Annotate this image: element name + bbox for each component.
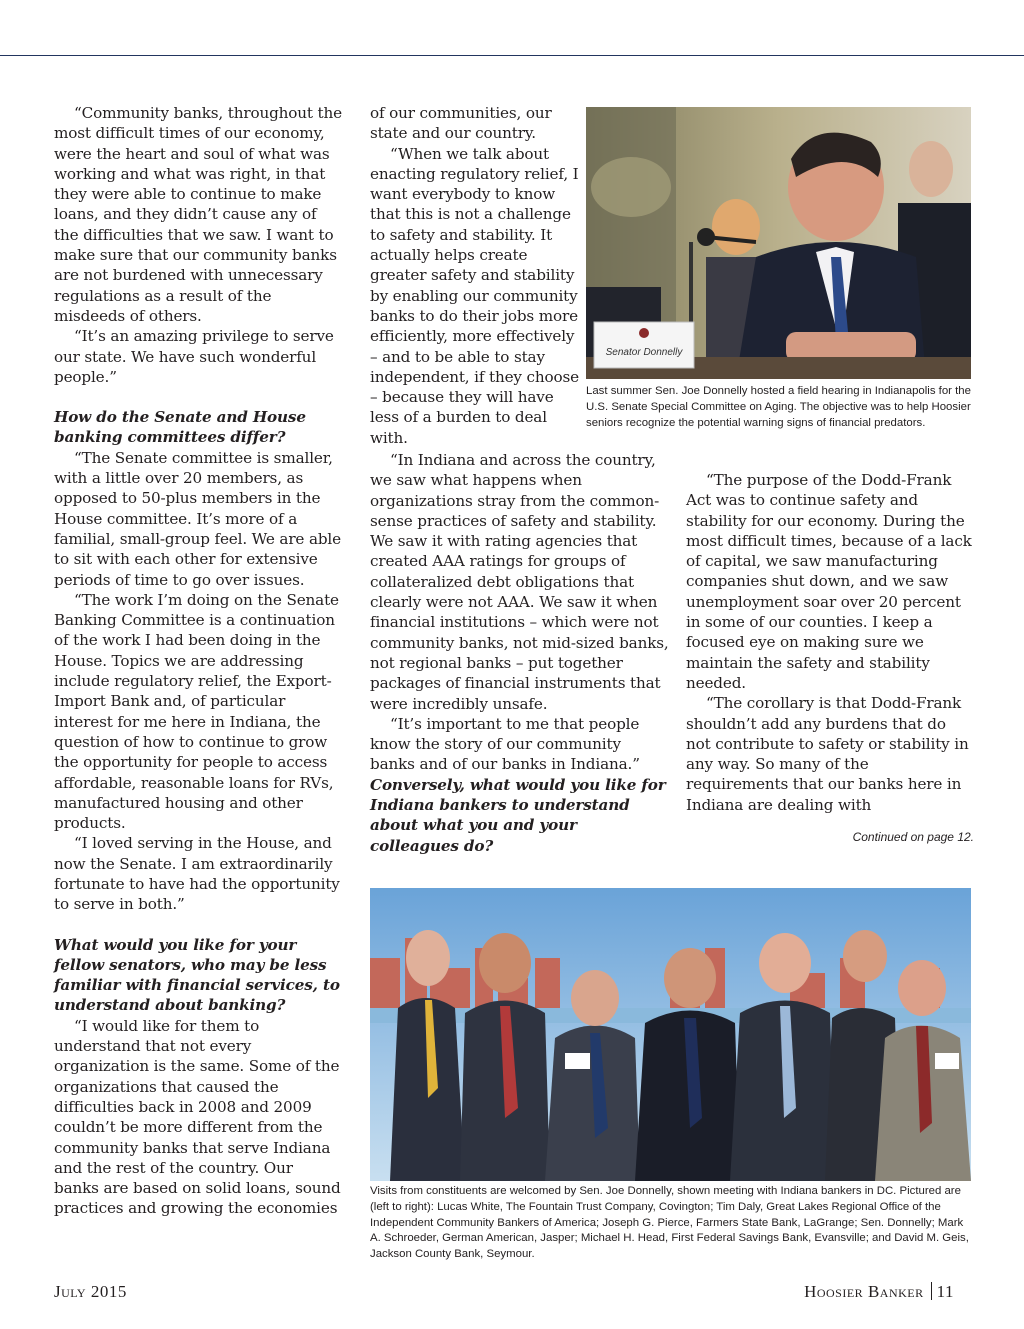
paragraph: “In Indiana and across the country, we saw what happens when organizations stray from the common-sense practices of safety and stability. We saw it with rating agencies that created AAA ratings for groups of collateralized debt obligations that clearly were not AAA. We saw it when financial institutions – which were not community banks, not mid-sized banks, not regional banks – put together packages of financial instruments that were incredibly unsafe. xyxy=(370,451,669,713)
photo-caption-2: Visits from constituents are welcomed by Sen. Joe Donnelly, shown meeting with Indiana bankers in DC. Pictured are (left to right): Lucas White, The Fountain Trust Company, Covington; Tim Daly, Great Lakes Regional Office of the Independent Community Bankers of America; Joseph G. Pierce, Farmers State Bank, LaGrange; Sen. Donnelly; Mark A. Schroeder, German American, Jasper; Michael H. Head, First Federal Savings Bank, Evansville; and David M. Geis, Jackson County Bank, Seymour. xyxy=(370,1185,969,1261)
photo-caption-1: Last summer Sen. Joe Donnelly hosted a field hearing in Indianapolis for the U.S. Senate Special Committee on Aging. The objective was to help Hoosier seniors recognize the potential warning signs of financial predators. xyxy=(586,385,971,429)
paragraph: “The corollary is that Dodd-Frank shouldn’t add any burdens that do not contribute to safety or stability in any way. So many of the requirements that our banks here in Indiana are dealing with xyxy=(686,694,969,814)
footer-separator xyxy=(931,1282,932,1300)
header-rule xyxy=(0,55,1024,56)
paragraph: “When we talk about enacting regulatory relief, I want everybody to know that this is not a challenge to safety and stability. It actually helps create greater safety and stability by enabling our community banks to do their jobs more efficiently, more effectively – and to be able to stay independent, if they choose – because they will have less of a burden to deal with. xyxy=(370,144,579,447)
column-1 xyxy=(54,103,342,1219)
footer-publication xyxy=(804,1282,954,1302)
page-number: 11 xyxy=(936,1282,954,1301)
hearing-photo-illustration xyxy=(586,107,971,379)
nameplate-label: Senator Donnelly xyxy=(605,347,683,358)
group-photo-illustration xyxy=(370,888,971,1181)
paragraph: “It’s important to me that people know the story of our community banks and of our banks in Indiana.” xyxy=(370,714,640,774)
question-heading: Conversely, what would you like for Indiana bankers to understand about what you and your colleagues do? xyxy=(370,775,666,855)
footer-date: July 2015 xyxy=(54,1282,127,1301)
question-heading: How do the Senate and House banking committees differ? xyxy=(54,408,306,447)
column-2-top xyxy=(370,103,584,448)
paragraph: “It’s an amazing privilege to serve our state. We have such wonderful people.” xyxy=(54,327,334,386)
continued-note: Continued on page 12. xyxy=(852,830,974,844)
group-photo xyxy=(370,888,971,1181)
paragraph: “Community banks, throughout the most difficult times of our economy, were the heart and soul of what was working and what was right, in that they were able to continue to make loans, and they didn’t cause any of the difficulties that we saw. I want to make sure that our community banks are not burdened with unnecessary regulations as a result of the misdeeds of others. xyxy=(54,104,342,325)
paragraph: “The purpose of the Dodd-Frank Act was to continue safety and stability for our economy. During the most difficult times, because of a lack of capital, we saw manufacturing companies shut down, and we saw unemployment soar over 20 percent in some of our counties. I keep a focused eye on making sure we maintain the safety and stability needed. xyxy=(686,471,972,692)
paragraph: “I would like for them to understand that not every organization is the same. Some of the organizations that caused the difficulties back in 2008 and 2009 couldn’t be more different from the community banks that serve Indiana and the rest of the country. Our banks are based on solid loans, sound practices and growing the economies xyxy=(54,1016,341,1218)
paragraph: “I loved serving in the House, and now the Senate. I am extraordinarily fortunate to have had the opportunity to serve in both.” xyxy=(54,834,340,914)
question-heading: What would you like for your fellow senators, who may be less familiar with financial services, to understand about banking? xyxy=(54,935,340,1015)
paragraph: of our communities, our state and our country. xyxy=(370,104,552,143)
column-2-bottom xyxy=(370,450,670,856)
publication-name: Hoosier Banker xyxy=(804,1282,924,1301)
hearing-photo xyxy=(586,107,971,379)
column-3 xyxy=(686,470,974,815)
paragraph: “The work I’m doing on the Senate Banking Committee is a continuation of the work I had been doing in the House. Topics we are addressing include regulatory relief, the Export-Import Bank and, of particular interest for me here in Indiana, the question of how to continue to grow the opportunity for people to access affordable, reasonable loans for RVs, manufactured housing and other products. xyxy=(54,590,339,833)
paragraph: “The Senate committee is smaller, with a little over 20 members, as opposed to 50-plus members in the House committee. It’s more of a familial, small-group feel. We are able to sit with each other for extensive periods of time to go over issues. xyxy=(54,448,341,589)
